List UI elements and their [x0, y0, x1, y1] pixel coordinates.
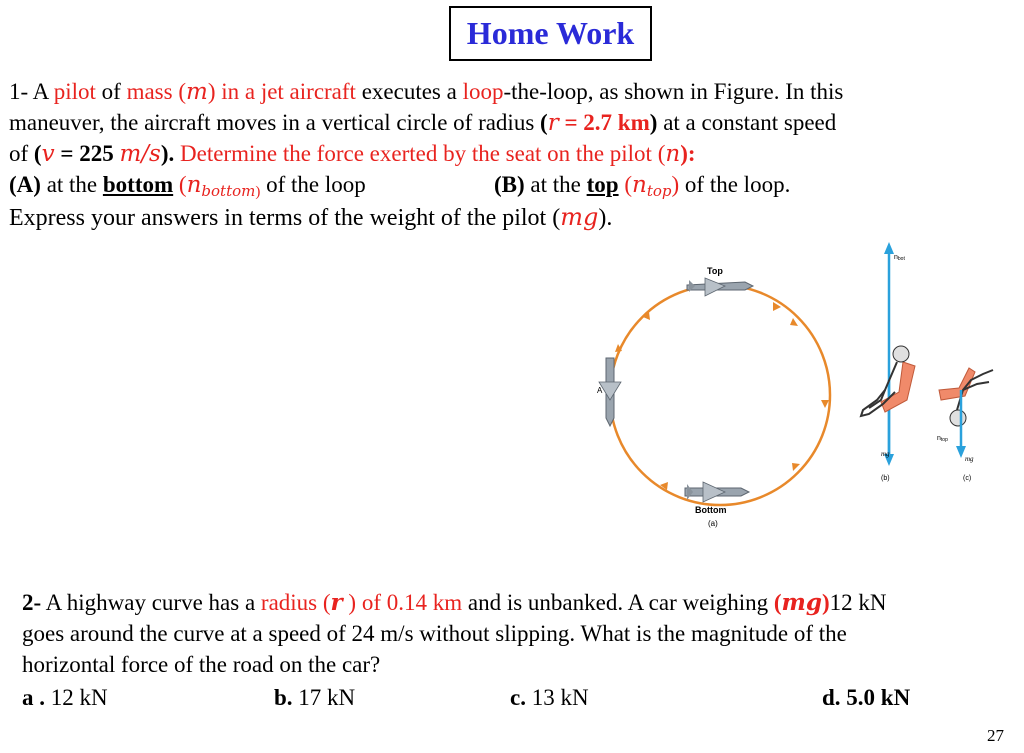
q1-n-bottom-sub: bottom	[201, 182, 256, 200]
q1-paren: )	[255, 184, 261, 200]
n-bot-letter: n	[894, 254, 898, 261]
seat-c-icon	[939, 368, 975, 400]
q1-line-3	[9, 139, 696, 169]
label-top: Top	[707, 266, 723, 276]
q1-text: at a constant speed	[657, 110, 837, 135]
option-d: d. 5.0 kN	[822, 685, 911, 710]
q2-text: and is unbanked. A car weighing	[462, 590, 774, 615]
option-b-label: b.	[274, 685, 293, 710]
q1-speed-value: = 225	[54, 141, 120, 166]
jet-bottom-icon	[685, 482, 749, 502]
circle-arrow-icon	[792, 463, 800, 471]
q1-line-5	[9, 202, 612, 233]
pilot-c-body-icon	[957, 370, 993, 410]
q2-radius-value: ) of 0.14 km	[342, 590, 463, 615]
q1-n-symbol: n	[632, 172, 647, 198]
loop-circle	[610, 285, 830, 505]
q1-pilot: pilot	[53, 79, 96, 104]
q1-paren: (	[33, 141, 42, 166]
q1-part-b	[494, 170, 790, 206]
q2-paren: (	[773, 590, 782, 615]
q1-text: of	[95, 79, 127, 104]
q1-part-b-label: (B)	[494, 172, 525, 197]
q1-n-symbol: n	[186, 172, 202, 198]
circle-arrow-icon	[790, 318, 798, 326]
q2-line-3: horizontal force of the road on the car?	[22, 652, 381, 677]
figure-a	[597, 266, 830, 528]
q1-determine: Determine the force exerted by the seat on the pilot (	[174, 141, 666, 166]
q1-text: at the	[524, 172, 587, 197]
label-a-point: A	[597, 386, 603, 395]
q1-text: of the loop	[260, 172, 366, 197]
q1-paren: )	[649, 110, 658, 135]
option-b	[274, 683, 355, 713]
q1-text: executes a	[355, 79, 463, 104]
q1-number: 1-	[9, 79, 33, 104]
helmet-b-icon	[893, 346, 909, 362]
jet-top-icon	[687, 278, 753, 296]
n-bot-arrow-head-icon	[884, 242, 894, 254]
q1-paren: (	[618, 172, 632, 197]
q1-mass: mass (	[126, 79, 186, 104]
q1-paren: (	[540, 110, 548, 135]
q1-text: of the loop.	[679, 172, 791, 197]
q1-text: -the-loop, as shown in Figure. In this	[503, 79, 844, 104]
circle-arrow-icon	[821, 400, 829, 408]
option-c	[510, 683, 589, 713]
q1-mass-symbol: m	[186, 79, 208, 105]
q1-speed-symbol: v	[41, 141, 55, 167]
q1-line-2	[9, 108, 836, 138]
label-part-c: (c)	[963, 475, 972, 482]
q1-paren: ).	[160, 141, 175, 166]
figure-c	[937, 368, 993, 482]
q2-weight-value: 12 kN	[829, 590, 887, 615]
q1-text: at the	[40, 172, 103, 197]
q1-top-word: top	[586, 172, 619, 197]
option-b-value: 17 kN	[292, 685, 356, 710]
q1-bottom-word: bottom	[102, 172, 174, 197]
n-bot-sub: bot	[897, 256, 905, 262]
q1-paren: ):	[680, 141, 696, 166]
q1-text: of	[9, 141, 34, 166]
title-box	[449, 6, 652, 61]
q1-text: maneuver, the aircraft moves in a vertical circle of radius	[9, 110, 541, 135]
loop-figure	[585, 240, 1005, 540]
q1-speed-unit: m/s	[119, 141, 161, 167]
label-part-b: (b)	[881, 475, 890, 482]
q1-part-a-label: (A)	[9, 172, 41, 197]
q1-weight-symbol: mg	[560, 203, 599, 231]
page-number: 27	[987, 726, 1004, 745]
q2-line-1	[22, 588, 886, 618]
q2-radius-symbol: r	[330, 589, 343, 616]
q1-paren: ).	[598, 205, 613, 231]
q1-loop: loop	[462, 79, 504, 104]
q2-radius: radius (	[260, 590, 331, 615]
page-title: Home Work	[466, 15, 635, 51]
n-top-letter: n	[937, 435, 941, 442]
q1-radius-value: = 2.7 km	[558, 110, 650, 135]
option-a-label: a .	[22, 685, 45, 710]
q2-paren: )	[821, 590, 830, 615]
n-top-sub: top	[940, 437, 948, 443]
q1-text: A	[32, 79, 54, 104]
q1-paren: )	[671, 172, 680, 197]
label-bottom: Bottom	[695, 505, 727, 515]
option-a	[22, 683, 108, 713]
q2-line-2: goes around the curve at a speed of 24 m/s without slipping. What is the magnitude of the	[22, 621, 847, 646]
figure-b	[861, 242, 915, 482]
q1-paren: (	[173, 172, 187, 197]
option-c-label: c.	[510, 685, 526, 710]
label-n-bot	[894, 254, 905, 262]
q2-text: A highway curve has a	[41, 590, 261, 615]
helmet-c-icon	[950, 410, 966, 426]
label-mg-b: mg	[881, 450, 890, 458]
q1-n-top-sub: top	[646, 182, 672, 200]
q2-weight-symbol: mg	[781, 589, 822, 616]
q2-number: 2-	[22, 590, 42, 615]
label-mg-c: mg	[965, 455, 974, 463]
q1-text: Express your answers in terms of the weight of the pilot (	[9, 205, 561, 231]
q1-line-1	[9, 77, 843, 107]
q1-force-symbol: n	[665, 141, 681, 167]
option-c-value: 13 kN	[525, 685, 589, 710]
q1-jet: ) in a jet aircraft	[207, 79, 356, 104]
q1-radius-symbol: r	[547, 110, 559, 136]
label-n-top	[937, 435, 948, 443]
label-part-a: (a)	[708, 519, 718, 528]
option-a-value: 12 kN	[45, 685, 108, 710]
